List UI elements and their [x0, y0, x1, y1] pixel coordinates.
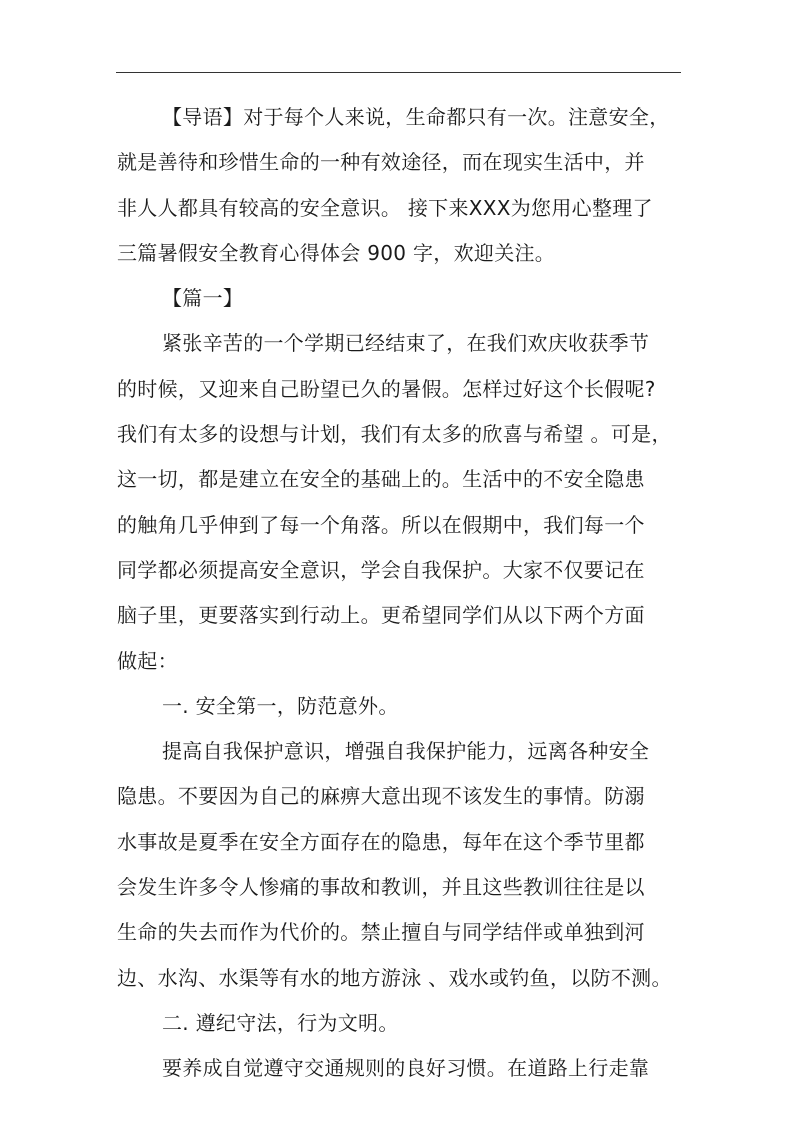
- text-line: 边、水沟、水渠等有水的地方游泳 、戏水或钓鱼，以防不测。: [117, 965, 672, 990]
- document-body: [117, 95, 677, 1092]
- text-line: 水事故是夏季在安全方面存在的隐患，每年在这个季节里都: [117, 829, 645, 854]
- text-line: 我们有太多的设想与计划，我们有太多的欣喜与希望 。可是，: [117, 422, 672, 447]
- section-heading: 【篇一】: [162, 286, 244, 311]
- text-line: 要养成自觉遵守交通规则的良好习惯。在道路上行走靠: [162, 1056, 650, 1081]
- subsection-heading: 二. 遵纪守法，行为文明。: [162, 1010, 399, 1035]
- subsection-heading: 一. 安全第一，防范意外。: [162, 693, 399, 718]
- text-line: 脑子里，更要落实到行动上。更希望同学们从以下两个方面: [117, 603, 645, 628]
- text-line: 就是善待和珍惜生命的一种有效途径，而在现实生活中，并: [117, 150, 645, 175]
- header-rule: [116, 72, 681, 73]
- text-line: 非人人都具有较高的安全意识。 接下来XXX为您用心整理了: [117, 195, 653, 220]
- text-line: 会发生许多令人惨痛的事故和教训，并且这些教训往往是以: [117, 875, 645, 900]
- text-line: 紧张辛苦的一个学期已经结束了，在我们欢庆收获季节: [162, 331, 650, 356]
- text-line: 隐患。不要因为自己的麻痹大意出现不该发生的事情。防溺: [117, 784, 645, 809]
- text-line: 的时候，又迎来自己盼望已久的暑假。怎样过好这个长假呢?: [117, 376, 656, 401]
- text-line: 做起：: [117, 648, 178, 673]
- text-line: 这一切，都是建立在安全的基础上的。生活中的不安全隐患: [117, 467, 645, 492]
- text-line: 【导语】对于每个人来说，生命都只有一次。注意安全，: [162, 105, 670, 129]
- text-line: 的触角几乎伸到了每一个角落。所以在假期中，我们每一个: [117, 512, 645, 537]
- text-line: 提高自我保护意识，增强自我保护能力，远离各种安全: [162, 739, 650, 764]
- text-line: 同学都必须提高安全意识，学会自我保护。大家不仅要记在: [117, 557, 645, 582]
- text-line: 生命的失去而作为代价的。禁止擅自与同学结伴或单独到河: [117, 920, 645, 945]
- text-line: 三篇暑假安全教育心得体会 900 字，欢迎关注。: [117, 240, 556, 265]
